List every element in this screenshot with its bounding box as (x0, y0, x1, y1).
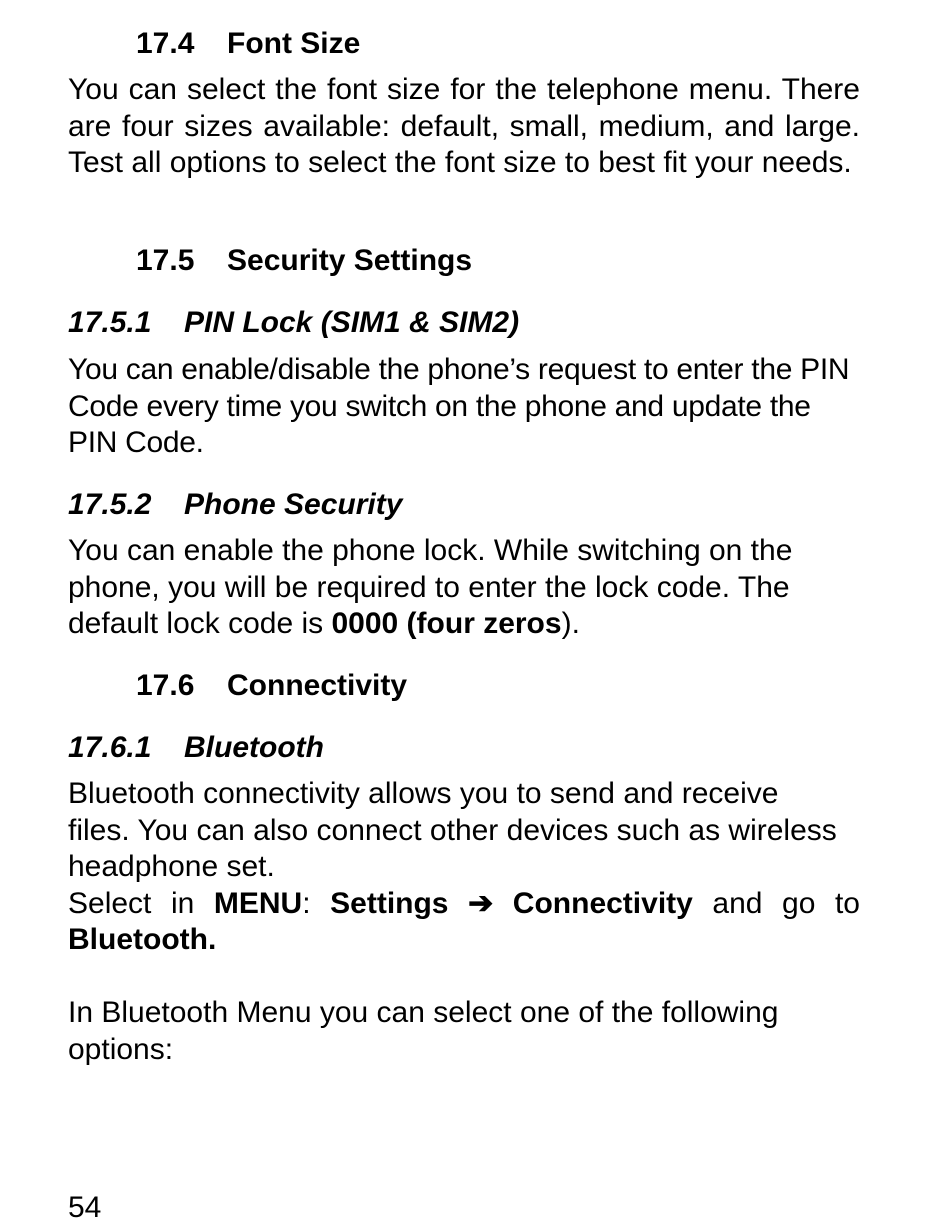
heading-17-5-2 (68, 487, 402, 523)
paragraph-phone-security (68, 533, 858, 643)
paragraph-font-size: You can select the font size for the telephone menu. There are four sizes available: default, small, medium, and large. Test all options to select the font size to best fit your needs. (68, 73, 860, 179)
manual-page (68, 0, 860, 1229)
paragraph-bluetooth-menu: In Bluetooth Menu you can select one of the following options: (68, 996, 779, 1066)
page-number: 54 (68, 1191, 102, 1224)
and-go-to-text: and go to (712, 887, 860, 920)
paragraph-pin-lock: You can enable/disable the phone’s request to enter the PIN Code every time you switch on the phone and update the PIN Code. (68, 353, 850, 459)
right-arrow-icon: ➔ (468, 887, 494, 920)
paragraph-select-menu (68, 886, 860, 923)
section-title: Font Size (227, 27, 361, 60)
select-in-text: Select in (68, 887, 195, 920)
phone-security-text-end: ). (561, 607, 580, 640)
paragraph-bluetooth: Bluetooth connectivity allows you to send and receive files. You can also connect other devices such as wireless headphone set. (68, 777, 837, 883)
section-number: 17.4 (136, 27, 195, 60)
heading-17-4 (136, 26, 360, 62)
section-number: 17.5.1 (68, 306, 152, 339)
section-title: Phone Security (184, 488, 403, 521)
section-title: Bluetooth (184, 731, 324, 764)
settings-label: Settings (330, 887, 449, 920)
connectivity-label: Connectivity (512, 887, 693, 920)
phone-security-text: You can enable the phone lock. While switching on the phone, you will be required to enter the lock code. The default lock code is (68, 534, 793, 640)
heading-17-6 (136, 668, 407, 704)
bluetooth-label: Bluetooth. (68, 923, 217, 956)
section-title: Security Settings (227, 244, 473, 277)
section-number: 17.6.1 (68, 731, 152, 764)
default-lock-code: 0000 (four zeros (331, 607, 562, 640)
section-number: 17.5 (136, 244, 195, 277)
colon-text: : (302, 887, 311, 920)
menu-label: MENU (213, 887, 303, 920)
bluetooth-label-line (68, 922, 860, 959)
section-title: PIN Lock (SIM1 & SIM2) (184, 306, 520, 339)
heading-17-5 (136, 243, 472, 279)
section-title: Connectivity (227, 669, 408, 702)
section-number: 17.5.2 (68, 488, 152, 521)
heading-17-5-1 (68, 305, 519, 341)
heading-17-6-1 (68, 730, 324, 766)
section-number: 17.6 (136, 669, 195, 702)
